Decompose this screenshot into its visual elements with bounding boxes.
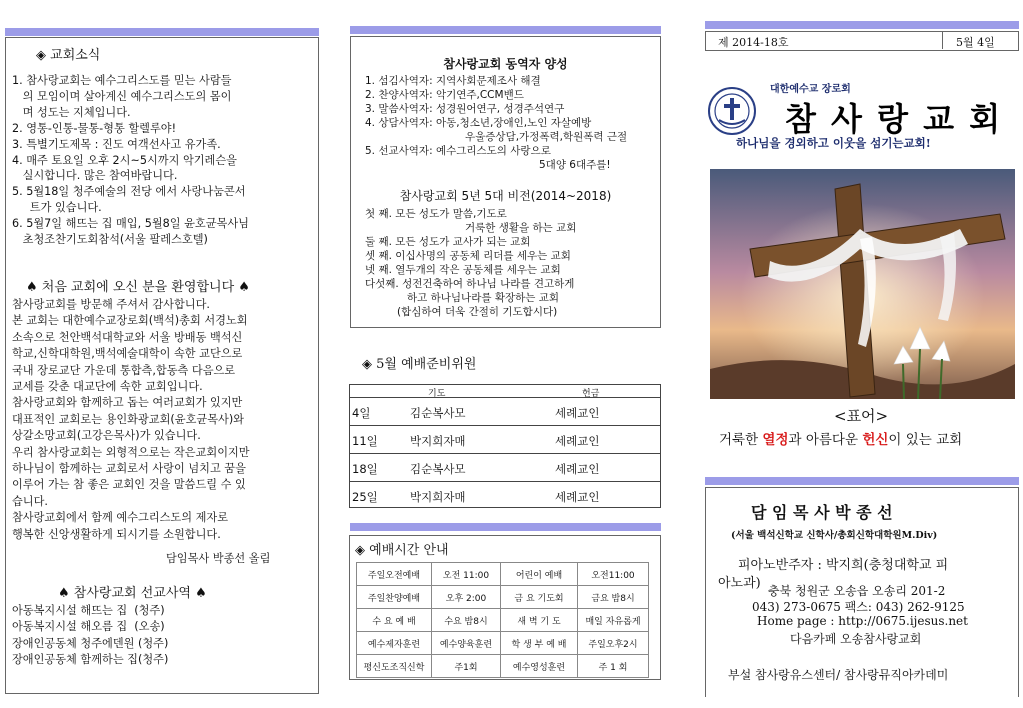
vision-3: 셋 째. 이십사명의 공동체 리더를 세우는 교회: [365, 250, 571, 262]
church-slogan: 하나님을 경외하고 이웃을 섬기는교회!: [736, 136, 931, 150]
motto-devotion: 헌신: [862, 432, 889, 448]
workerlist-line: 3. 말씀사역자: 성경원어연구, 성경주석연구: [365, 103, 565, 115]
vision-1: 첫 째. 모든 성도가 말씀,기도로: [365, 208, 507, 220]
service-cell: 어린이 예배: [501, 563, 578, 586]
service-cell: 금요 밤8시: [578, 586, 649, 609]
vision-4: 넷 째. 열두개의 작은 공동체를 세우는 교회: [365, 264, 561, 276]
service-row: [357, 563, 649, 586]
vision-5-cont: 하고 하나님나라를 확장하는 교회: [407, 292, 560, 304]
service-cell: 주1회: [432, 655, 501, 678]
pastor-panel: [705, 487, 1019, 697]
service-cell: 예수영성훈련: [501, 655, 578, 678]
may-day: 4일: [352, 406, 371, 420]
may-day: 25일: [352, 490, 378, 504]
service-cell: 오후 2:00: [432, 586, 501, 609]
may-day: 11일: [352, 434, 378, 448]
service-title: ◈ 예배시간 안내: [355, 543, 449, 558]
service-row: [357, 632, 649, 655]
issue-box: [705, 31, 1019, 51]
service-cell: 평신도조직신학: [357, 655, 432, 678]
vision-1-cont: 거룩한 생활을 하는 교회: [465, 222, 577, 234]
welcomelist-line: 참사랑교회와 함께하고 돕는 여러교회가 있지만: [12, 396, 243, 410]
welcome-title: ♠ 처음 교회에 오신 분을 환영합니다 ♠: [26, 280, 250, 295]
service-cell: 새 벽 기 도: [501, 609, 578, 632]
service-cell: 주일오후2시: [578, 632, 649, 655]
service-cell: 주일찬양예배: [357, 586, 432, 609]
pianist: 피아노반주자 : 박지희(충청대학교 피: [738, 558, 949, 573]
workers-5: 5. 선교사역자: 예수그리스도의 사랑으로: [365, 145, 551, 157]
service-cell: 학 생 부 예 배: [501, 632, 578, 655]
news-title: ◈ 교회소식: [36, 48, 101, 63]
service-row: [357, 609, 649, 632]
newslist-line: 3. 특별기도제목 : 진도 여객선사고 유가족.: [12, 137, 221, 151]
right-bottom-bar: [705, 477, 1019, 485]
welcomelist-line: 행복한 신앙생활하게 되시기를 소원합니다.: [12, 527, 221, 541]
church-name: 참 사 랑 교 회: [785, 100, 1003, 138]
service-cell: 주일오전예배: [357, 563, 432, 586]
issue-date: 5월 4일: [956, 36, 995, 49]
newslist-line: 실시합니다. 많은 참여바랍니다.: [12, 169, 178, 183]
missionlist-line: 아동복지시설 해뜨는 집 (청주): [12, 604, 165, 617]
right-top-bar: [705, 21, 1019, 29]
motto-title: <표어>: [834, 407, 889, 425]
newslist-line: 6. 5월7일 해뜨는 집 매입, 5월8일 윤호균목사님: [12, 217, 249, 231]
vision-note: (합심하여 더욱 간절히 기도합시다): [397, 306, 558, 318]
service-cell: 오전 11:00: [432, 563, 501, 586]
newslist-line: 1. 참사랑교회는 예수그리스도를 믿는 사람들: [12, 74, 232, 87]
may-offering: 세례교인: [555, 406, 600, 420]
may-prayer: 박지희자매: [410, 434, 466, 448]
may-offering: 세례교인: [555, 434, 600, 448]
welcomelist-line: 국내 장로교단 가운데 통합측,합동측 다음으로: [12, 363, 236, 377]
service-cell: 주 1 회: [578, 655, 649, 678]
service-times-panel: [349, 535, 661, 680]
service-cell: 수 요 예 배: [357, 609, 432, 632]
workerlist-line: 4. 상담사역자: 아동,청소년,장애인,노인 자살예방: [365, 117, 592, 129]
newslist-line: 며 성도는 지체입니다.: [12, 105, 131, 119]
newslist-line: 4. 매주 토요일 오후 2시~5시까지 악기레슨을: [12, 153, 237, 167]
welcomelist-line: 참사랑교회를 방문해 주셔서 감사합니다.: [12, 298, 210, 311]
may-offering: 세례교인: [555, 490, 600, 504]
service-cell: 금 요 기도회: [501, 586, 578, 609]
may-day: 18일: [352, 462, 378, 476]
welcomelist-line: 소속으로 천안백석대학교와 서울 방배동 백석신: [12, 330, 243, 344]
header-offering: 헌금: [582, 389, 600, 399]
service-top-bar: [350, 523, 661, 531]
missionlist-line: 장애인공동체 청주에덴원 (청주): [12, 636, 169, 650]
service-cell: 오전11:00: [578, 563, 649, 586]
left-top-bar: [5, 28, 319, 36]
newslist-line: 5. 5월18일 청주예술의 전당 에서 사랑나눔콘서: [12, 185, 246, 199]
service-cell: 매일 자유롭게: [578, 609, 649, 632]
welcomelist-line: 참사랑교회에서 함께 예수그리스도의 제자로: [12, 511, 229, 525]
welcomelist-line: 본 교회는 대한예수교장로회(백석)총회 서경노회: [12, 314, 248, 328]
issue-number: 제 2014-18호: [718, 36, 789, 49]
workers-cont: 우울증상담,가정폭력,학원폭력 근절: [465, 131, 628, 143]
vision-title: 참사랑교회 5년 5대 비전(2014~2018): [399, 189, 612, 203]
service-row: [357, 586, 649, 609]
affiliates: 부설 참사랑유스센터/ 참사랑뮤직아카데미: [728, 668, 949, 682]
mission-title: ♠ 참사랑교회 선교사역 ♠: [58, 586, 207, 601]
workerlist-line: 1. 섬김사역자: 지역사회문제조사 해결: [365, 75, 541, 87]
may-committee-table: [349, 384, 661, 508]
address: 충북 청원군 오송읍 오송리 201-2: [768, 584, 946, 598]
cross-image: [710, 169, 1015, 399]
welcomelist-line: 이루어 가는 참 좋은 교회인 것을 말씀드릴 수 있: [12, 478, 246, 492]
may-prayer: 김순복사모: [410, 462, 466, 476]
welcomelist-line: 상갈소망교회(고강은목사)가 있습니다.: [12, 429, 201, 443]
may-offering: 세례교인: [555, 462, 600, 476]
missionlist-line: 장애인공동체 함께하는 집(청주): [12, 653, 169, 667]
welcomelist-line: 대표적인 교회로는 용인화광교회(윤호균목사)와: [12, 412, 244, 426]
welcome-sign: 담임목사 박종선 올림: [166, 552, 271, 565]
may-row: [350, 397, 660, 427]
workerlist-line: 2. 찬양사역자: 악기연주,CCM밴드: [365, 89, 524, 101]
phone-fax: 043) 273-0675 팩스: 043) 262-9125: [752, 600, 965, 614]
header-prayer: 기도: [428, 389, 446, 399]
denomination: 대한예수교 장로회: [770, 84, 851, 95]
issue-divider: [942, 32, 943, 49]
workers-title: 참사랑교회 동역자 양성: [443, 57, 568, 71]
service-cell: 예수제자훈련: [357, 632, 432, 655]
may-header: [350, 385, 660, 397]
homepage-link[interactable]: Home page : http://0675.ijesus.net: [757, 614, 968, 628]
welcomelist-line: 습니다.: [12, 494, 48, 508]
vision-5: 다섯째. 성전건축하여 하나님 나라를 견고하게: [365, 278, 575, 290]
motto-line: 거룩한 열정과 아름다운 헌신이 있는 교회: [719, 432, 963, 448]
service-table: [356, 562, 649, 678]
may-row: [350, 453, 660, 483]
pianist-cont: 아노과): [718, 576, 761, 591]
church-seal-icon: [707, 86, 757, 136]
may-row: [350, 425, 660, 455]
vision-2: 둘 째. 모든 성도가 교사가 되는 교회: [365, 236, 531, 248]
workers-vision-panel: [350, 36, 661, 328]
newslist-line: 2. 영통-인통-물통-형통 할렐루야!: [12, 121, 177, 135]
service-cell: 수요 밤8시: [432, 609, 501, 632]
welcomelist-line: 우리 참사랑교회는 외형적으로는 작은교회이지만: [12, 445, 250, 459]
may-prayer: 박지희자매: [410, 490, 466, 504]
service-cell: 예수양육훈련: [432, 632, 501, 655]
missionlist-line: 아동복지시설 해오름 집 (오송): [12, 620, 165, 634]
newslist-line: 의 모임이며 살아계신 예수그리스도의 몸이: [12, 89, 232, 103]
may-row: [350, 481, 660, 511]
service-row: [357, 655, 649, 678]
mid-top-bar: [350, 26, 661, 34]
may-prayer: 김순복사모: [410, 406, 466, 420]
newslist-line: 트가 있습니다.: [12, 201, 102, 215]
pastor-education: (서울 백석신학교 신학사/총회신학대학원M.Div): [731, 530, 938, 541]
welcomelist-line: 하나님이 함께하는 교회로서 사랑이 넘치고 꿈을: [12, 462, 246, 475]
workers-5-cont: 5대양 6대주를!: [539, 159, 611, 171]
newslist-line: 초청조찬기도회참석(서울 팔레스호텔): [12, 233, 208, 246]
may-committee-title: ◈ 5월 예배준비위원: [362, 357, 477, 372]
motto-passion: 열정: [762, 432, 789, 448]
daum-cafe: 다음카페 오송참사랑교회: [790, 632, 922, 646]
pastor-name: 담 임 목 사 박 종 선: [751, 503, 893, 522]
welcomelist-line: 학교,신학대학원,백석예술대학이 속한 교단으로: [12, 347, 243, 361]
welcomelist-line: 교세를 갖춘 대교단에 속한 교회입니다.: [12, 380, 203, 393]
left-panel: [5, 37, 319, 694]
